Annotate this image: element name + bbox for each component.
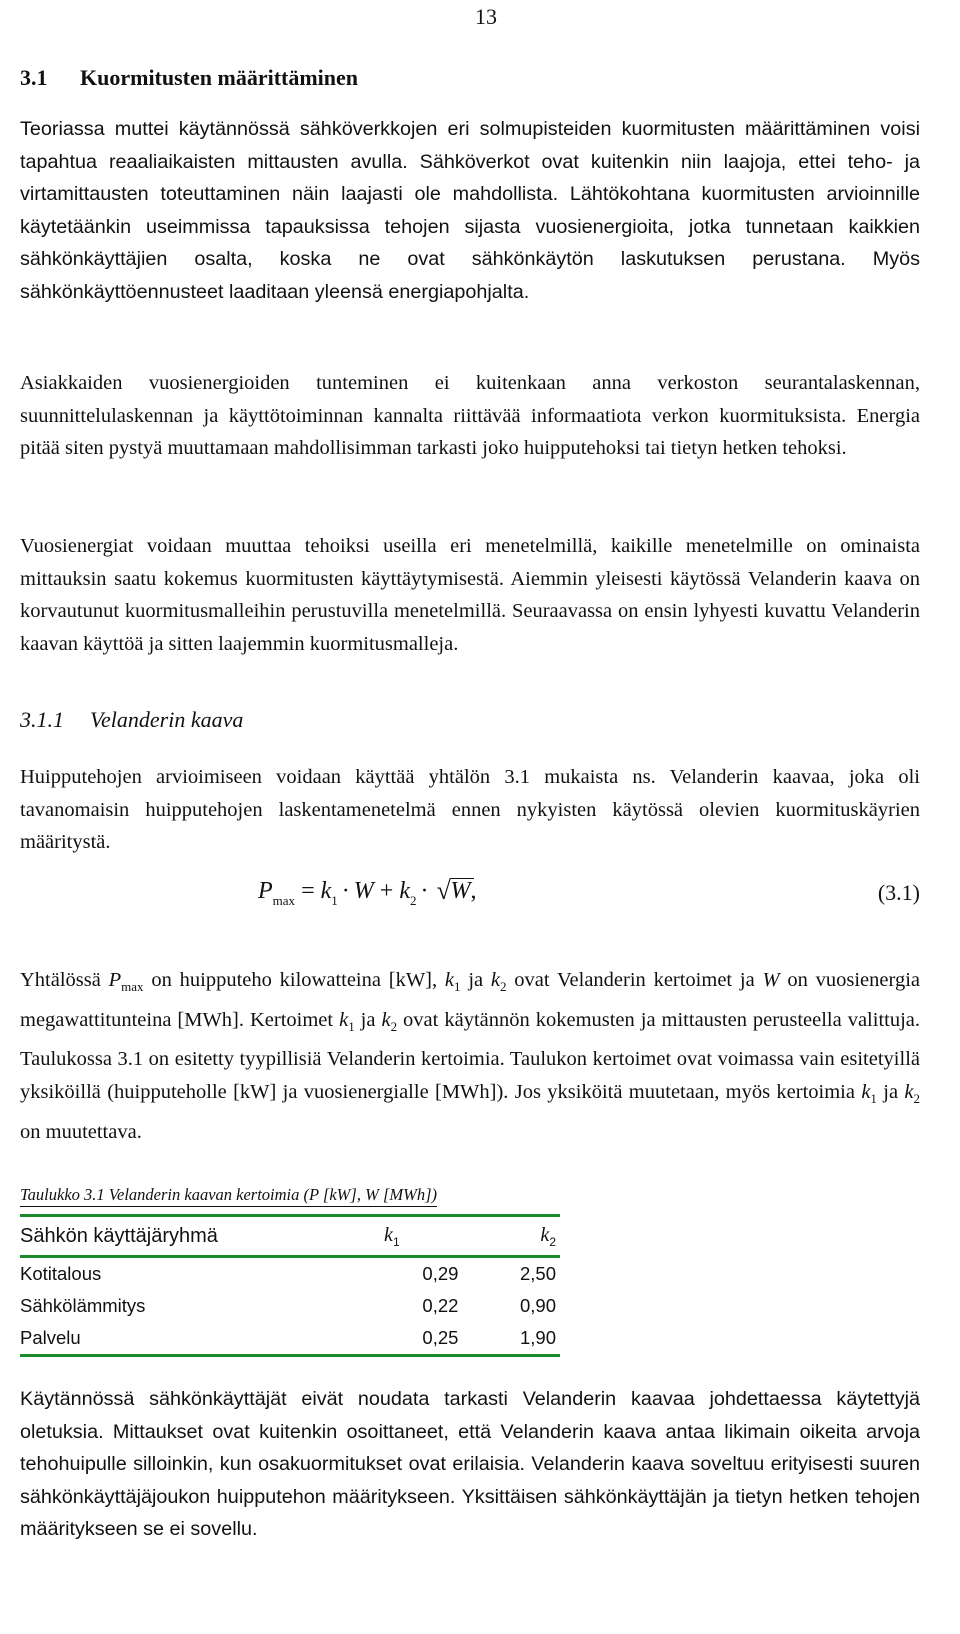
header-k1-sub: 1 bbox=[392, 1234, 400, 1249]
row-k1: 0,22 bbox=[422, 1295, 459, 1316]
p6-sub-1b: 1 bbox=[348, 1018, 355, 1034]
table-caption: Taulukko 3.1 Velanderin kaavan kertoimia (P [kW], W [MWh]) bbox=[20, 1185, 437, 1207]
p6-sub-max: max bbox=[121, 979, 144, 995]
eq-comma: , bbox=[470, 878, 477, 904]
row-group: Kotitalous bbox=[20, 1263, 102, 1284]
p6-var-k2: k bbox=[490, 969, 500, 991]
eq-symbol-w1: W bbox=[353, 878, 374, 904]
p6-sub-2c: 2 bbox=[913, 1091, 920, 1107]
p6-text-3: ja bbox=[460, 969, 491, 991]
row-k2: 2,50 bbox=[519, 1263, 556, 1284]
p6-text-3c: ja bbox=[876, 1080, 905, 1103]
row-k2: 1,90 bbox=[519, 1327, 556, 1348]
table-row bbox=[20, 1322, 560, 1356]
table-header-row bbox=[20, 1216, 560, 1257]
velander-coefficients-table bbox=[20, 1214, 560, 1357]
header-k1 bbox=[359, 1216, 458, 1257]
eq-sub-1: 1 bbox=[331, 893, 338, 908]
equation-formula bbox=[258, 878, 476, 909]
p6-var-w: W bbox=[762, 969, 780, 991]
header-k2-symbol: k bbox=[540, 1223, 550, 1246]
eq-dot-1: · bbox=[341, 878, 350, 904]
equation-3-1 bbox=[20, 878, 920, 922]
p6-var-k1: k bbox=[444, 969, 455, 991]
subsection-heading bbox=[20, 707, 243, 733]
equation-number: (3.1) bbox=[877, 880, 920, 905]
p6-var-k1b: k bbox=[339, 1008, 349, 1031]
header-k2-sub: 2 bbox=[549, 1234, 556, 1249]
table-row bbox=[20, 1290, 560, 1322]
row-group: Palvelu bbox=[20, 1327, 81, 1348]
header-group: Sähkön käyttäjäryhmä bbox=[20, 1224, 218, 1247]
paragraph-4: Huipputehojen arvioimiseen voidaan käyttää yhtälön 3.1 mukaista ns. Velanderin kaavaa, joka oli tavanomaisin huipputehojen laskentamenetelmä ennen nykyisten käytössä olevien kuormituskäyrien määritystä. bbox=[20, 766, 920, 854]
eq-symbol-k1: k bbox=[320, 878, 332, 904]
eq-plus: + bbox=[379, 878, 394, 904]
p6-sub-2b: 2 bbox=[390, 1018, 398, 1034]
row-group: Sähkölämmitys bbox=[20, 1295, 146, 1316]
paragraph-1: Teoriassa muttei käytännössä sähköverkkojen eri solmupisteiden kuormitusten määrittäminen voisi tapahtua reaaliaikaisten mittausten avulla. Sähköverkot ovat kuitenkin niin laajoja, ettei teho- ja virtamittausten toteuttaminen näin laajasti ole mahdollista. Lähtökohtana kuormitusten arvioinnille käytetäänkin useimmissa tapauksissa tehojen sijasta vuosienergioita, jotka tunnetaan kaikkien sähkönkäyttäjien osalta, koska ne ovat sähkönkäytön laskutuksen perustana. Myös sähkönkäyttöennusteet laaditaan yleensä energiapohjalta. bbox=[20, 118, 920, 303]
p6-sub-2: 2 bbox=[500, 979, 507, 995]
paragraph-3: Vuosienergiat voidaan muuttaa tehoiksi useilla eri menetelmillä, kaikille menetelmille on ominaista mittauksin saatu kokemus kuormitusten käyttäytymisestä. Aiemmin yleisesti käytössä Velanderin kaava on korvautunut kuormitusmalleihin perustuvilla menetelmillä. Seuraavassa on ensin lyhyesti kuvattu Velanderin kaavan käyttöä ja sitten laajemmin kuormitusmalleja. bbox=[20, 535, 920, 655]
p6-text-5: on vuosienergia megawattitunteina [MWh]. Kertoimet bbox=[20, 969, 920, 1031]
p6-var-k2c: k bbox=[904, 1080, 914, 1103]
sqrt-bar bbox=[450, 878, 474, 879]
section-heading bbox=[20, 65, 358, 91]
header-k2 bbox=[458, 1216, 560, 1257]
row-k1: 0,29 bbox=[422, 1263, 459, 1284]
eq-symbol-w2: W bbox=[450, 878, 471, 904]
eq-sub-max: max bbox=[272, 893, 296, 908]
p6-var-k1c: k bbox=[861, 1080, 871, 1103]
page-number: 13 bbox=[475, 4, 497, 29]
eq-symbol-p: P bbox=[258, 878, 273, 904]
p6-text-3b: ja bbox=[354, 1008, 382, 1031]
header-k1-symbol: k bbox=[384, 1223, 393, 1246]
sqrt-icon: √ bbox=[436, 876, 451, 905]
section-number: 3.1 bbox=[20, 65, 48, 90]
eq-symbol-k2: k bbox=[399, 878, 410, 904]
eq-equals: = bbox=[301, 878, 315, 904]
paragraph-6: Käytännössä sähkönkäyttäjät eivät noudata tarkasti Velanderin kaavaa johdettaessa käytettyjä oletuksia. Mittaukset ovat kuitenkin osoittaneet, että Velanderin kaava antaa likimain oikeita arvoja tehohuipulle silloinkin, kun osakuormitukset ovat erilaisia. Velanderin kaava soveltuu erityisesti suuren sähkönkäyttäjäjoukon huipputehon määritykseen. Yksittäisen sähkönkäyttäjän ja tietyn hetken tehojen määritykseen se ei sovellu. bbox=[20, 1388, 920, 1541]
eq-sub-2: 2 bbox=[409, 893, 417, 908]
eq-sqrt bbox=[436, 878, 470, 905]
subsection-title: Velanderin kaava bbox=[90, 707, 244, 732]
paragraph-2: Asiakkaiden vuosienergioiden tunteminen ei kuitenkaan anna verkoston seurantalaskennan, suunnittelulaskennan ja käyttötoiminnan kannalta riittävää informaatiota verkon kuormituksista. Energia pitää siten pystyä muuttamaan mahdollisimman tarkasti joko huipputehoksi tai tietyn hetken tehoksi. bbox=[20, 372, 920, 460]
row-k1: 0,25 bbox=[422, 1327, 459, 1348]
paragraph-5 bbox=[20, 964, 920, 1148]
p6-text-6: ovat käytännön kokemusten ja mittausten perusteella valittuja. Taulukossa 3.1 on esitetty tyypillisiä Velanderin kertoimia. Taulukon kertoimet ovat voimassa vain esitetyillä yksiköillä (huipputeholle [kW] ja vuosienergialle [MWh]). Jos yksiköitä muutetaan, myös kertoimia bbox=[20, 1008, 920, 1103]
row-k2: 0,90 bbox=[519, 1295, 556, 1316]
table-row bbox=[20, 1257, 560, 1291]
p6-text-7: on muutettava. bbox=[20, 1120, 142, 1143]
p6-text-2: on huipputeho kilowatteina [kW], bbox=[143, 969, 445, 991]
p6-text-1: Yhtälössä bbox=[20, 969, 109, 991]
p6-var-p: P bbox=[108, 969, 122, 991]
p6-text-4: ovat Velanderin kertoimet ja bbox=[506, 969, 763, 991]
p6-sub-1c: 1 bbox=[870, 1091, 877, 1107]
p6-sub-1: 1 bbox=[454, 979, 461, 995]
subsection-number: 3.1.1 bbox=[20, 707, 64, 732]
p6-var-k2b: k bbox=[381, 1008, 391, 1031]
section-title: Kuormitusten määrittäminen bbox=[80, 65, 359, 90]
eq-dot-2: · bbox=[420, 878, 429, 904]
